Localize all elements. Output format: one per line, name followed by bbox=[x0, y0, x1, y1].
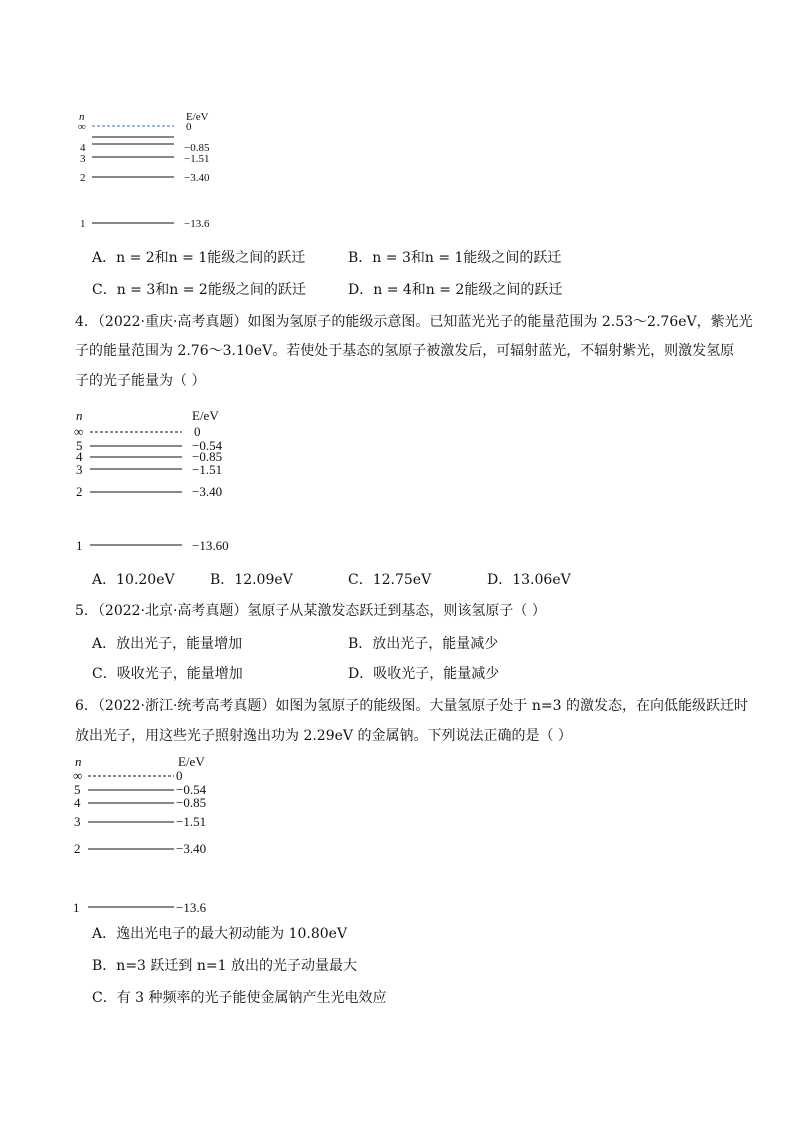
level-energy-3: −1.51 bbox=[184, 153, 210, 165]
q3-option-b: B．n = 3和n = 1能级之间的跃迁 bbox=[348, 250, 562, 266]
q4-stem-line1: 4．（2022·重庆·高考真题）如图为氢原子的能级示意图。已知蓝光光子的能量范围为 2.53～2.76eV，紫光光 bbox=[75, 314, 753, 330]
level-energy-3: −1.51 bbox=[176, 814, 207, 829]
level-n-5: 5 bbox=[74, 782, 81, 797]
level-n-5: 5 bbox=[76, 438, 83, 453]
energy-level-diagram-2 bbox=[70, 406, 250, 556]
level-n-3: 3 bbox=[76, 462, 83, 477]
level-energy-inf: 0 bbox=[194, 424, 201, 439]
level-n-inf: ∞ bbox=[73, 768, 83, 783]
n-axis-label: n bbox=[76, 408, 83, 423]
energy-level-diagram-1 bbox=[70, 104, 230, 234]
level-energy-3: −1.51 bbox=[192, 462, 223, 477]
q5-option-c: C．吸收光子，能量增加 bbox=[92, 666, 243, 682]
q4-option-c: C．12.75eV bbox=[348, 572, 432, 588]
energy-axis-label: E/eV bbox=[178, 754, 205, 769]
n-axis-label: n bbox=[79, 111, 85, 123]
q4-option-a: A．10.20eV bbox=[92, 572, 175, 588]
n-axis-label: n bbox=[75, 754, 82, 769]
level-energy-4: −0.85 bbox=[176, 795, 207, 810]
q4-option-b: B．12.09eV bbox=[210, 572, 293, 588]
q4-option-d: D．13.06eV bbox=[487, 572, 571, 588]
q5-option-a: A．放出光子，能量增加 bbox=[92, 636, 243, 652]
level-energy-inf: 0 bbox=[186, 121, 192, 133]
level-n-2: 2 bbox=[74, 841, 81, 856]
q3-option-d: D．n = 4和n = 2能级之间的跃迁 bbox=[348, 282, 563, 298]
level-n-inf: ∞ bbox=[74, 424, 84, 439]
q4-stem-line2: 子的能量范围为 2.76～3.10eV。若使处于基态的氢原子被激发后，可辐射蓝光，不辐射紫光，则激发氢原 bbox=[75, 343, 735, 359]
level-energy-1: −13.6 bbox=[184, 218, 210, 230]
level-n-1: 1 bbox=[76, 538, 83, 553]
level-n-4: 4 bbox=[80, 142, 86, 154]
level-energy-4: −0.85 bbox=[192, 449, 223, 464]
level-energy-5: −0.54 bbox=[192, 438, 223, 453]
level-energy-2: −3.40 bbox=[184, 172, 210, 184]
level-energy-inf: 0 bbox=[176, 768, 183, 783]
q5-option-d: D．吸收光子，能量减少 bbox=[348, 666, 500, 682]
level-energy-2: −3.40 bbox=[176, 841, 207, 856]
level-energy-1: −13.60 bbox=[192, 538, 229, 553]
level-n-1: 1 bbox=[80, 218, 86, 230]
q6-option-b: B．n=3 跃迁到 n=1 放出的光子动量最大 bbox=[92, 958, 357, 974]
q5-option-b: B．放出光子，能量减少 bbox=[348, 636, 499, 652]
q6-option-a: A．逸出光电子的最大初动能为 10.80eV bbox=[92, 926, 348, 942]
q3-option-a: A．n = 2和n = 1能级之间的跃迁 bbox=[92, 250, 306, 266]
q4-stem-line3: 子的光子能量为（ ） bbox=[75, 373, 206, 389]
q3-option-c: C．n = 3和n = 2能级之间的跃迁 bbox=[92, 282, 306, 298]
energy-level-diagram-3 bbox=[70, 752, 250, 917]
q6-stem-line2: 放出光子，用这些光子照射逸出功为 2.29eV 的金属钠。下列说法正确的是（ ） bbox=[75, 728, 572, 744]
level-n-1: 1 bbox=[73, 900, 80, 915]
q6-option-c: C．有 3 种频率的光子能使金属钠产生光电效应 bbox=[92, 990, 387, 1006]
level-n-inf: ∞ bbox=[78, 121, 86, 133]
level-n-4: 4 bbox=[76, 449, 83, 464]
level-n-2: 2 bbox=[80, 172, 86, 184]
level-energy-2: −3.40 bbox=[192, 484, 223, 499]
level-energy-5: −0.54 bbox=[176, 782, 207, 797]
level-energy-1: −13.6 bbox=[176, 900, 207, 915]
level-n-3: 3 bbox=[80, 153, 86, 165]
level-n-2: 2 bbox=[76, 484, 83, 499]
level-n-3: 3 bbox=[74, 814, 81, 829]
level-n-4: 4 bbox=[74, 795, 81, 810]
q5-stem: 5．（2022·北京·高考真题）氢原子从某激发态跃迁到基态，则该氢原子（ ） bbox=[75, 603, 546, 619]
energy-axis-label: E/eV bbox=[186, 111, 209, 123]
q6-stem-line1: 6．（2022·浙江·统考高考真题）如图为氢原子的能级图。大量氢原子处于 n=3 的激发态，在向低能级跃迁时 bbox=[75, 698, 748, 714]
energy-axis-label: E/eV bbox=[192, 408, 219, 423]
level-energy-4: −0.85 bbox=[184, 142, 210, 154]
